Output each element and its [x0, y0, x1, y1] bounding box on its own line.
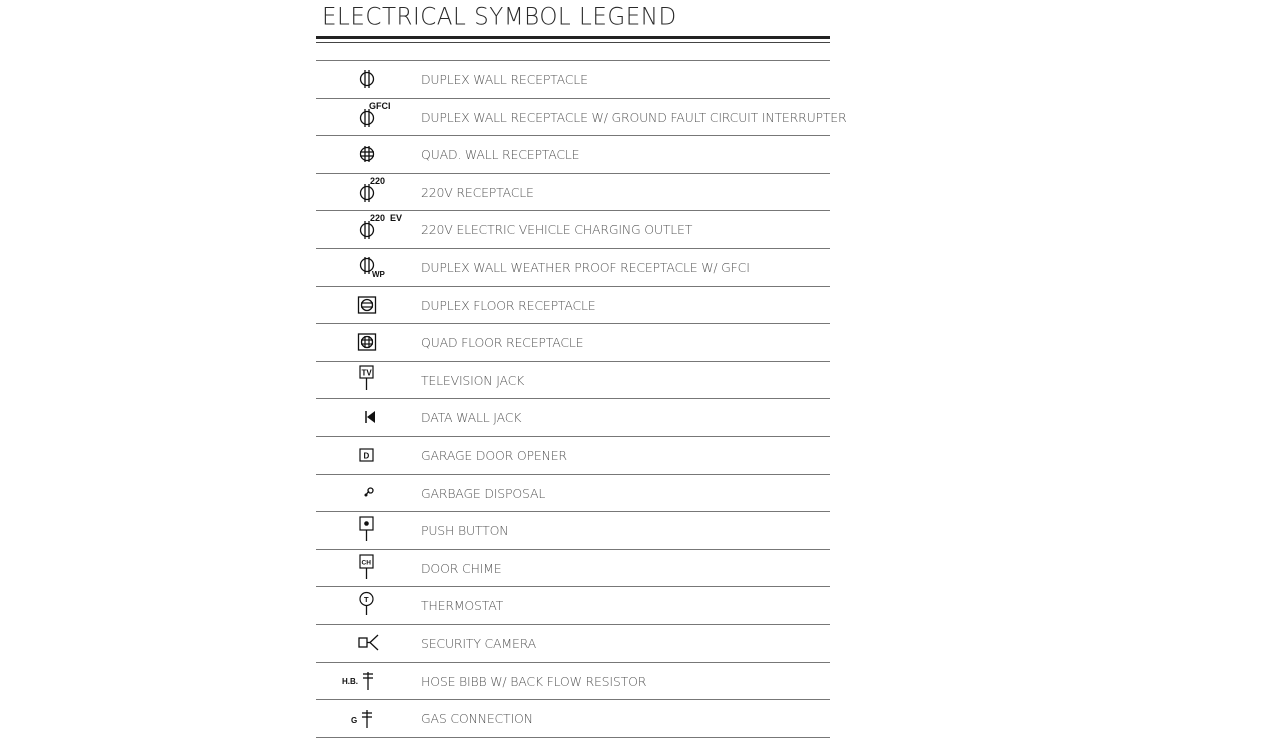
- 220v-receptacle-icon: [336, 174, 416, 210]
- legend-row: [316, 587, 830, 625]
- quad-floor-receptacle-icon: [336, 324, 416, 360]
- legend-label: DUPLEX WALL RECEPTACLE W/ GROUND FAULT CIRCUIT INTERRUPTER: [421, 109, 847, 125]
- legend-row: [316, 61, 830, 99]
- legend-label: GARBAGE DISPOSAL: [421, 485, 546, 501]
- legend-label: THERMOSTAT: [421, 598, 504, 614]
- garbage-disposal-icon: [336, 475, 416, 511]
- quad-receptacle-icon: [336, 136, 416, 172]
- legend-label: GAS CONNECTION: [421, 711, 533, 727]
- legend-label: DUPLEX WALL WEATHER PROOF RECEPTACLE W/ GFCI: [421, 259, 750, 275]
- security-camera-icon: [336, 625, 416, 661]
- data-jack-icon: [336, 399, 416, 435]
- push-button-icon: [336, 512, 416, 548]
- legend-row: [316, 174, 830, 212]
- ev-outlet-icon: [336, 211, 416, 247]
- ev-tag: 220 EV: [370, 213, 403, 224]
- legend-label: TELEVISION JACK: [421, 372, 525, 388]
- d-tag: D: [363, 451, 370, 461]
- gfci-tag: GFCI: [369, 100, 391, 111]
- legend-label: DATA WALL JACK: [421, 410, 522, 426]
- symbol-legend-sheet: [316, 0, 847, 727]
- legend-row: [316, 211, 830, 249]
- legend-row: [316, 700, 830, 738]
- legend-row: [316, 362, 830, 400]
- legend-label: GARAGE DOOR OPENER: [421, 447, 567, 463]
- ch-tag: CH: [361, 559, 371, 567]
- title-rule-thick: [316, 36, 830, 39]
- weatherproof-receptacle-icon: [336, 249, 416, 285]
- legend-label: DOOR CHIME: [421, 560, 502, 576]
- wp-tag: WP: [372, 269, 385, 279]
- legend-label: QUAD. WALL RECEPTACLE: [421, 147, 580, 163]
- legend-row: [316, 550, 830, 588]
- legend-table: [316, 61, 847, 738]
- legend-title: ELECTRICAL SYMBOL LEGEND: [322, 3, 677, 31]
- legend-row: [316, 625, 830, 663]
- 220-tag: 220: [370, 175, 386, 186]
- duplex-receptacle-icon: [336, 61, 416, 97]
- legend-row: [316, 399, 830, 437]
- legend-row: [316, 663, 830, 701]
- legend-label: HOSE BIBB W/ BACK FLOW RESISTOR: [421, 673, 647, 689]
- legend-row: [316, 475, 830, 513]
- tv-tag: TV: [361, 368, 372, 378]
- legend-row: [316, 437, 830, 475]
- hb-tag: H.B.: [342, 676, 358, 686]
- legend-label: SECURITY CAMERA: [421, 635, 537, 651]
- legend-row: [316, 249, 830, 287]
- g-tag: G: [351, 716, 358, 726]
- t-tag: T: [364, 595, 369, 605]
- legend-label: DUPLEX FLOOR RECEPTACLE: [421, 297, 596, 313]
- legend-label: QUAD FLOOR RECEPTACLE: [421, 335, 584, 351]
- door-chime-icon: [336, 550, 416, 586]
- legend-label: DUPLEX WALL RECEPTACLE: [421, 72, 588, 87]
- legend-row: [316, 136, 830, 174]
- legend-label: 220V ELECTRIC VEHICLE CHARGING OUTLET: [421, 222, 693, 238]
- hose-bibb-icon: [336, 663, 416, 699]
- title-rule-thin: [316, 42, 830, 43]
- gas-connection-icon: [336, 700, 416, 736]
- gfci-receptacle-icon: [336, 99, 416, 135]
- thermostat-icon: [336, 587, 416, 623]
- legend-row: [316, 324, 830, 362]
- garage-door-opener-icon: [336, 437, 416, 473]
- legend-row: [316, 287, 830, 325]
- television-jack-icon: [336, 362, 416, 398]
- legend-row: [316, 99, 847, 137]
- legend-label: PUSH BUTTON: [421, 523, 509, 539]
- legend-row: [316, 512, 830, 550]
- duplex-floor-receptacle-icon: [336, 287, 416, 323]
- legend-label: 220V RECEPTACLE: [421, 184, 534, 200]
